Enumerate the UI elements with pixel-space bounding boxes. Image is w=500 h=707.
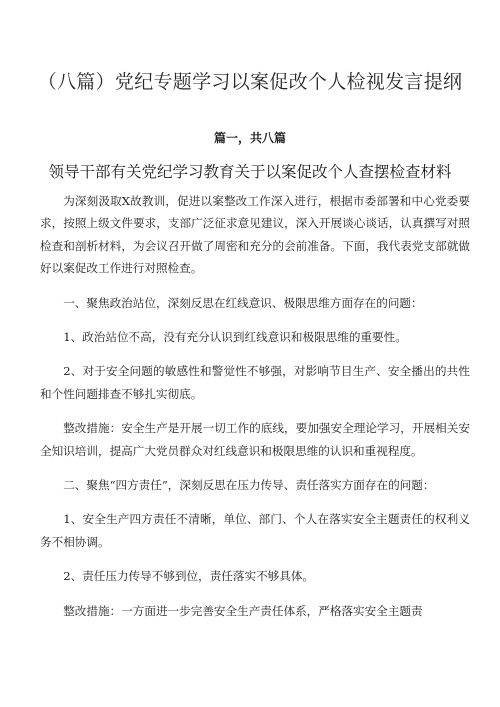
section-heading: 篇一，共八篇 [213, 131, 286, 145]
document-subtitle: 领导干部有关党纪学习教育关于以案促改个人查摆检查材料 [48, 163, 452, 181]
paragraph-measure-2: 整改措施：一方面进一步完善安全生产责任体系，严格落实安全主题责 [63, 603, 423, 618]
paragraph-heading-1: 一、聚焦政治站位，深刻反思在红线意识、极限思维方面存在的问题： [63, 295, 423, 310]
paragraph-intro: 为深刻汲取X故教训，促进以案整改工作深入进行，根据市委部署和中心党委要求，按照上级文件要求，支部广泛征求意见建议，深入开展谈心谈话，认真撰写对照检查和剖析材料，为会议召开做了周密和充分的会前准备。下面，我代表党支部就做好以案促改工作进行对照检查。 [40, 194, 470, 276]
paragraph-item-2-1: 1、安全生产四方责任不清晰，单位、部门、个人在落实安全主题责任的权利义务不相协调。 [40, 512, 470, 549]
document-body [40, 190, 470, 622]
document-title: （八篇）党纪专题学习以案促改个人检视发言提纲 [37, 71, 463, 93]
paragraph-item-1-2: 2、对于安全问题的敏感性和警觉性不够强，对影响节目生产、安全播出的共性和个性问题排查不够扎实彻底。 [40, 364, 470, 401]
paragraph-measure-1: 整改措施：安全生产是开展一切工作的底线，要加强安全理论学习，开展相关安全知识培训，提高广大党员群众对红线意识和极限思维的认识和重视程度。 [40, 421, 470, 458]
paragraph-heading-2: 二、聚焦“四方责任”，深刻反思在压力传导、责任落实方面存在的问题： [63, 478, 435, 493]
paragraph-item-2-2: 2、责任压力传导不够到位，责任落实不够具体。 [63, 569, 315, 584]
paragraph-item-1-1: 1、政治站位不高，没有充分认识到红线意识和极限思维的重要性。 [63, 330, 407, 345]
